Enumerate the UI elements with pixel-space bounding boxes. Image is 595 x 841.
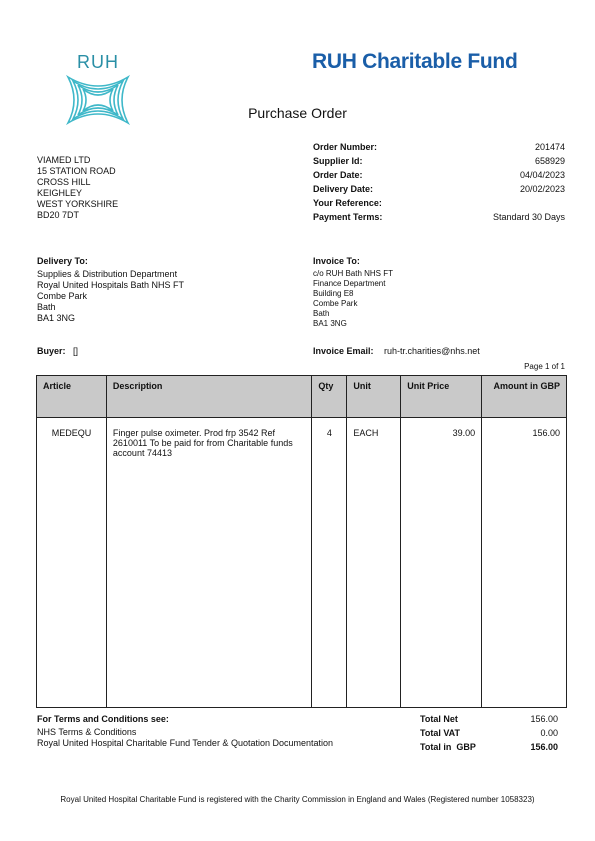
logo-wordmark: RUH [77, 52, 119, 72]
document-title: Purchase Order [248, 105, 347, 121]
order-info-row [313, 182, 565, 196]
total-vat-row [420, 726, 558, 740]
order-date-value: 04/04/2023 [519, 170, 565, 180]
supplier-line: VIAMED LTD [37, 155, 91, 165]
delivery-address [37, 256, 184, 324]
terms-section [37, 714, 333, 749]
delivery-line: Bath [37, 302, 56, 312]
supplier-line: BD20 7DT [37, 210, 80, 220]
total-gbp-label: Total in GBP [420, 742, 476, 752]
invoice-line: Finance Department [313, 279, 386, 288]
invoice-email-label: Invoice Email: [313, 346, 374, 356]
column-header-unit: Unit [347, 376, 401, 418]
payment-terms-label: Payment Terms: [313, 212, 383, 222]
order-info-row [313, 140, 565, 154]
column-header-description: Description [106, 376, 311, 418]
terms-line: NHS Terms & Conditions [37, 727, 137, 737]
delivery-date-value: 20/02/2023 [519, 184, 565, 194]
delivery-line: BA1 3NG [37, 313, 76, 323]
cell-qty: 4 [312, 418, 347, 708]
column-header-qty: Qty [312, 376, 347, 418]
supplier-line: WEST YORKSHIRE [37, 199, 119, 209]
invoice-email-value: ruh-tr.charities@nhs.net [384, 346, 480, 356]
column-header-unit-price: Unit Price [401, 376, 482, 418]
buyer-value: [] [73, 346, 79, 356]
invoice-heading: Invoice To: [313, 256, 360, 266]
invoice-line: BA1 3NG [313, 319, 347, 328]
total-vat-value: 0.00 [540, 728, 558, 738]
invoice-line: Bath [313, 309, 330, 318]
order-number-label: Order Number: [313, 142, 378, 152]
supplier-line: 15 STATION ROAD [37, 166, 116, 176]
page-indicator: Page 1 of 1 [524, 362, 565, 371]
terms-heading: For Terms and Conditions see: [37, 714, 169, 724]
order-date-label: Order Date: [313, 170, 363, 180]
delivery-line: Combe Park [37, 291, 88, 301]
payment-terms-value: Standard 30 Days [492, 212, 565, 222]
your-reference-label: Your Reference: [313, 198, 382, 208]
table-row [37, 418, 567, 708]
column-header-article: Article [37, 376, 107, 418]
supplier-id-value: 658929 [534, 156, 565, 166]
delivery-heading: Delivery To: [37, 256, 88, 266]
invoice-line: Building E8 [313, 289, 354, 298]
order-number-value: 201474 [534, 142, 565, 152]
cell-article: MEDEQU [37, 418, 107, 708]
terms-line: Royal United Hospital Charitable Fund Tender & Quotation Documentation [37, 738, 334, 748]
cell-description: Finger pulse oximeter. Prod frp 3542 Ref 2610011 To be paid for from Charitable funds account 74413 [106, 418, 311, 708]
cell-unit-price: 39.00 [401, 418, 482, 708]
delivery-date-label: Delivery Date: [313, 184, 374, 194]
order-info-row [313, 168, 565, 182]
cell-unit: EACH [347, 418, 401, 708]
totals [420, 712, 558, 754]
invoice-email [313, 346, 480, 357]
order-info-row [313, 154, 565, 168]
brand-name: RUH Charitable Fund [312, 50, 518, 73]
order-lines-table [36, 375, 567, 708]
total-gbp-value: 156.00 [530, 742, 558, 752]
supplier-id-label: Supplier Id: [313, 156, 363, 166]
invoice-line: c/o RUH Bath NHS FT [313, 269, 394, 278]
delivery-line: Supplies & Distribution Department [37, 269, 178, 279]
cell-amount: 156.00 [482, 418, 567, 708]
supplier-address [37, 155, 118, 221]
supplier-line: KEIGHLEY [37, 188, 83, 198]
order-info-row [313, 196, 565, 210]
invoice-line: Combe Park [313, 299, 358, 308]
table-header-row [37, 376, 567, 418]
total-vat-label: Total VAT [420, 728, 460, 738]
delivery-line: Royal United Hospitals Bath NHS FT [37, 280, 185, 290]
total-net-label: Total Net [420, 714, 458, 724]
total-gbp-row [420, 740, 558, 754]
buyer [37, 346, 78, 357]
supplier-line: CROSS HILL [37, 177, 91, 187]
charity-registration-note: Royal United Hospital Charitable Fund is registered with the Charity Commission in England and Wales (Registered number 1058323) [60, 795, 535, 804]
total-net-value: 156.00 [530, 714, 558, 724]
total-net-row [420, 712, 558, 726]
buyer-label: Buyer: [37, 346, 66, 356]
order-info-row [313, 210, 565, 224]
order-info [313, 140, 565, 224]
invoice-address [313, 256, 393, 329]
column-header-amount: Amount in GBP [482, 376, 567, 418]
